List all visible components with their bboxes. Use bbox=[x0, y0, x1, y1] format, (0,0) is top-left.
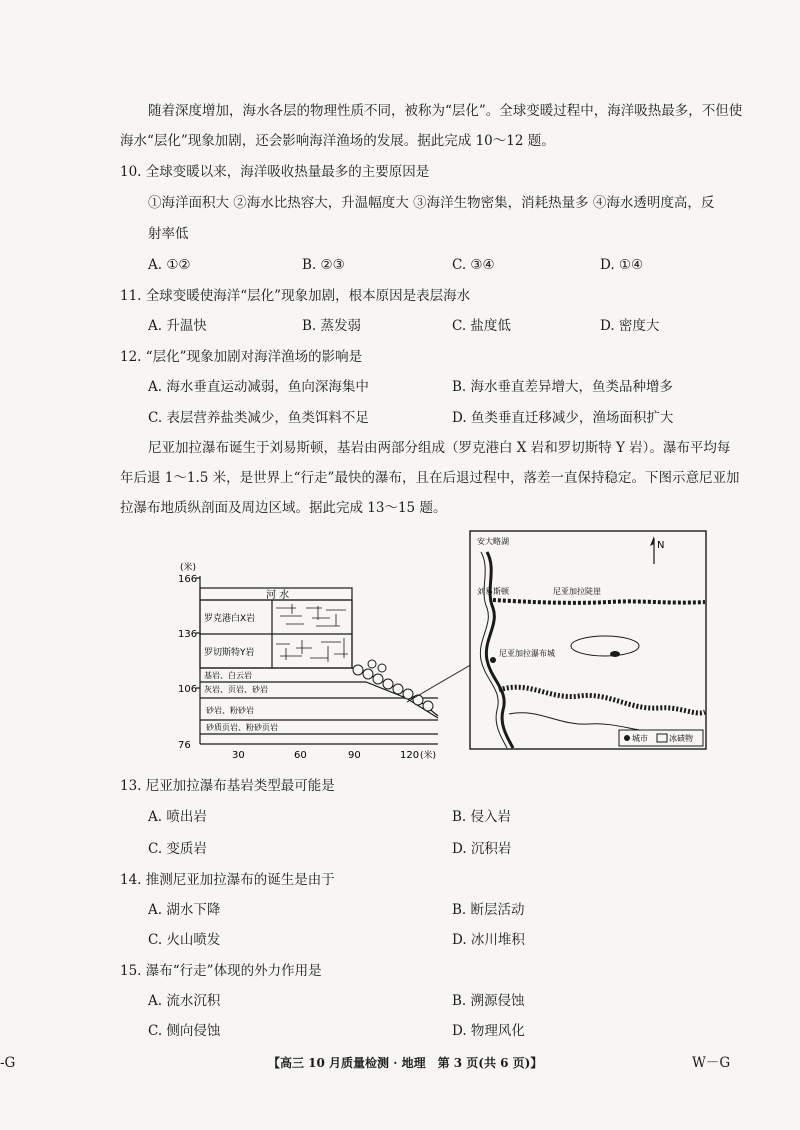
q12-option-b: B. 海水垂直差异增大，鱼类品种增多 bbox=[452, 379, 674, 395]
section-x-unit: (米) bbox=[420, 751, 437, 761]
q13-option-c: C. 变质岩 bbox=[148, 841, 207, 857]
escarpment-label: 尼亚加拉陡崖 bbox=[553, 587, 601, 596]
q10-option-b: B. ②③ bbox=[302, 257, 345, 273]
q15-option-c: C. 侧向侵蚀 bbox=[148, 1023, 221, 1039]
passage2-line2: 年后退 1～1.5 米，是世界上“行走”最快的瀑布，且在后退过程中，落差一直保持稳定。下图示意尼亚加 bbox=[120, 470, 740, 486]
x-tick-90: 90 bbox=[348, 750, 361, 761]
q11-option-c: C. 盐度低 bbox=[452, 318, 511, 334]
q10-items-line2: 射率低 bbox=[148, 226, 189, 242]
x-tick-120: 120 bbox=[400, 750, 420, 761]
q15-option-d: D. 物理风化 bbox=[452, 1023, 525, 1039]
layer-3-label: 基岩、白云岩 bbox=[204, 671, 252, 680]
passage1-line2: 海水“层化”现象加剧，还会影响海洋渔场的发展。据此完成 10～12 题。 bbox=[120, 133, 555, 149]
passage2-line3: 拉瀑布地质纵剖面及周边区域。据此完成 13～15 题。 bbox=[120, 500, 447, 516]
layer-y-label: 罗切斯特Y岩 bbox=[204, 648, 255, 658]
q12-option-c: C. 表层营养盐类减少，鱼类饵料不足 bbox=[148, 410, 369, 426]
q11-stem: 11. 全球变暖使海洋“层化”现象加剧，根本原因是表层海水 bbox=[120, 288, 471, 304]
q11-option-a: A. 升温快 bbox=[148, 318, 207, 334]
q15-option-b: B. 溯源侵蚀 bbox=[452, 993, 525, 1009]
footer-left: -G bbox=[0, 1055, 16, 1071]
legend-city-label: 城市 bbox=[632, 734, 648, 743]
q11-option-b: B. 蒸发弱 bbox=[302, 318, 362, 334]
y-tick-136: 136 bbox=[178, 629, 198, 640]
q12-option-d: D. 鱼类垂直迁移减少，渔场面积扩大 bbox=[452, 410, 674, 426]
q10-stem: 10. 全球变暖以来，海洋吸收热量最多的主要原因是 bbox=[120, 164, 430, 180]
q12-option-a: A. 海水垂直运动减弱，鱼向深海集中 bbox=[148, 379, 369, 395]
q12-stem: 12. “层化”现象加剧对海洋渔场的影响是 bbox=[120, 349, 363, 365]
north-label: N bbox=[657, 540, 665, 551]
q11-option-d: D. 密度大 bbox=[600, 318, 660, 334]
q10-option-c: C. ③④ bbox=[452, 257, 495, 273]
q10-option-a: A. ①② bbox=[148, 257, 191, 273]
q13-option-a: A. 喷出岩 bbox=[148, 809, 207, 825]
x-tick-30: 30 bbox=[232, 750, 245, 761]
legend-city-icon bbox=[624, 735, 630, 741]
falls-city-marker bbox=[490, 657, 496, 663]
footer-center: 【高三 10 月质量检测 · 地理 第 3 页(共 6 页)】 bbox=[268, 1056, 543, 1070]
section-y-unit: (米) bbox=[180, 563, 197, 573]
q14-stem: 14. 推测尼亚加拉瀑布的诞生是由于 bbox=[120, 872, 335, 888]
q14-option-c: C. 火山喷发 bbox=[148, 932, 221, 948]
river-label: 河 水 bbox=[266, 590, 290, 601]
q15-stem: 15. 瀑布“行走”体现的外力作用是 bbox=[120, 963, 322, 979]
passage2-line1: 尼亚加拉瀑布诞生于刘易斯顿，基岩由两部分组成（罗克港白 X 岩和罗切斯特 Y 岩）。瀑布平均每 bbox=[148, 440, 731, 456]
q13-option-b: B. 侵入岩 bbox=[452, 809, 512, 825]
falls-city-label: 尼亚加拉瀑布城 bbox=[499, 649, 555, 658]
q13-option-d: D. 沉积岩 bbox=[452, 841, 512, 857]
lewiston-label: 刘易斯顿 bbox=[477, 587, 509, 596]
footer-right: W－G bbox=[692, 1055, 731, 1071]
legend-glacier-label: 冰碛物 bbox=[669, 734, 693, 743]
q10-option-d: D. ①④ bbox=[600, 257, 644, 273]
layer-6-label: 砂质页岩、粉砂页岩 bbox=[206, 723, 278, 732]
niagara-map-figure bbox=[469, 530, 707, 750]
layer-5-label: 砂岩、粉砂岩 bbox=[206, 706, 254, 715]
q14-option-a: A. 湖水下降 bbox=[148, 902, 221, 918]
lake-label: 安大略湖 bbox=[477, 537, 509, 546]
y-tick-76: 76 bbox=[178, 740, 191, 751]
q10-items-line1: ①海洋面积大 ②海水比热容大，升温幅度大 ③海洋生物密集，消耗热量多 ④海水透明度高，反 bbox=[148, 195, 715, 211]
x-tick-60: 60 bbox=[294, 750, 307, 761]
q13-stem: 13. 尼亚加拉瀑布基岩类型最可能是 bbox=[120, 778, 335, 794]
q14-option-d: D. 冰川堆积 bbox=[452, 932, 525, 948]
layer-x-label: 罗克港白X岩 bbox=[204, 614, 256, 624]
layer-4-label: 灰岩、页岩、砂岩 bbox=[204, 685, 268, 694]
passage1-line1: 随着深度增加，海水各层的物理性质不同，被称为“层化”。全球变暖过程中，海洋吸热最多，不但使 bbox=[148, 103, 743, 119]
q14-option-b: B. 断层活动 bbox=[452, 902, 525, 918]
y-tick-166: 166 bbox=[178, 574, 198, 585]
y-tick-106: 106 bbox=[178, 684, 198, 695]
q15-option-a: A. 流水沉积 bbox=[148, 993, 221, 1009]
